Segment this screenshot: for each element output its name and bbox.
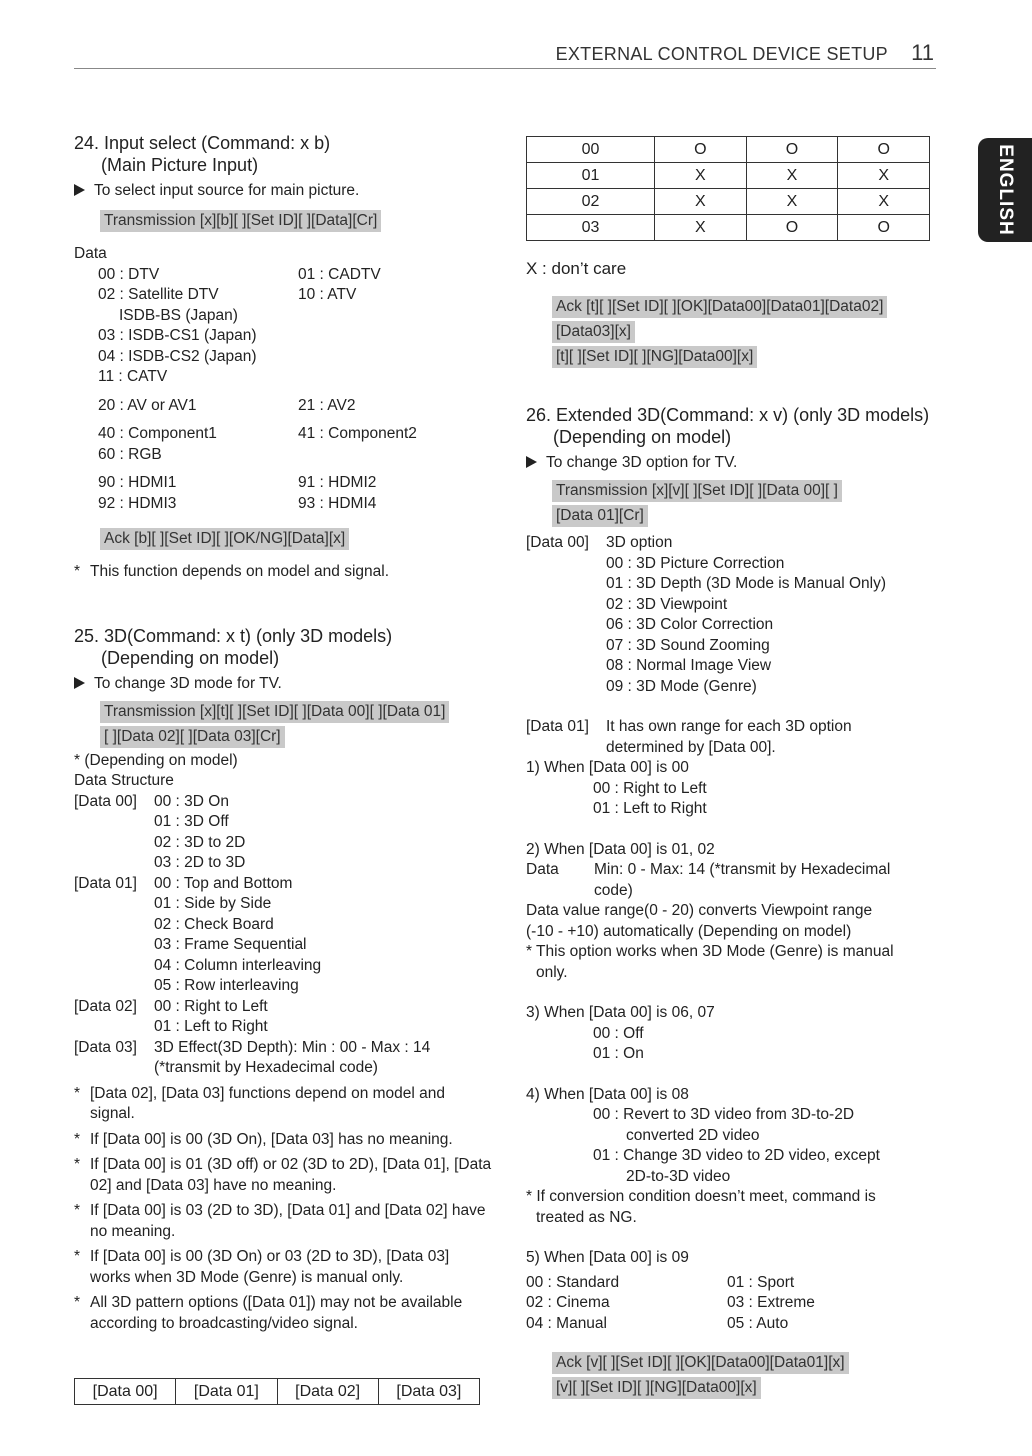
language-tab-label: ENGLISH <box>995 144 1016 236</box>
s25-transmission-2: [ ][Data 02][ ][Data 03][Cr] <box>100 726 285 748</box>
s25-transmission-1: Transmission [x][t][ ][Set ID][ ][Data 00][ ][Data 01] <box>100 701 449 723</box>
s24-ack: Ack [b][ ][Set ID][ ][OK/NG][Data][x] <box>100 528 349 550</box>
s25-data00: [Data 00] 00 : 3D On 01 : 3D Off 02 : 3D to 2D 03 : 2D to 3D <box>74 792 246 871</box>
s24-desc: To select input source for main picture. <box>94 182 360 199</box>
s25-desc: To change 3D mode for TV. <box>94 674 282 692</box>
s26-when1: 1) When [Data 00] is 00 00 : Right to Left 01 : Left to Right <box>526 759 707 817</box>
bullet-arrow-icon <box>526 456 537 468</box>
s24-subtitle: (Main Picture Input) <box>101 155 259 175</box>
s25-data02: [Data 02] 00 : Right to Left 01 : Left to Right <box>74 997 268 1035</box>
s26-subtitle: (Depending on model) <box>553 427 732 447</box>
s24-note: * This function depends on model and signal. <box>74 563 390 580</box>
s24-data-list: 00 : DTV 01 : CADTV 02 : Satellite DTV 10 : ATV ISDB-BS (Japan) 03 : ISDB-CS1 (Japan) 04 : ISDB-CS2 (Japan) 11 : CATV 20 : AV or AV1 21 : AV2 40 : Component1 41 : Component2 60 : RGB 90 : HDMI1 91 : HDMI2 92 : HDMI3 93 : HDMI4 <box>98 265 417 512</box>
s25-table-header: [Data 00] [Data 01] [Data 02] [Data 03] <box>74 1378 480 1405</box>
s26-data01: [Data 01] It has own range for each 3D option determined by [Data 00]. <box>526 718 852 756</box>
s25-x-note: X : don’t care <box>526 259 627 278</box>
s26-data00: [Data 00] 3D option 00 : 3D Picture Correction 01 : 3D Depth (3D Mode is Manual Only) 02 : 3D Viewpoint 06 : 3D Color Correction 07 : 3D Sound Zooming 08 : Normal Image View 09 : 3D Mode (Genre) <box>526 534 886 695</box>
s25-table-body <box>526 136 930 241</box>
table-row: 00 O O O <box>527 137 930 163</box>
s26-transmission-2: [Data 01][Cr] <box>552 505 648 527</box>
s26-title: 26. Extended 3D(Command: x v) (only 3D models) <box>526 405 930 425</box>
s24-transmission: Transmission [x][b][ ][Set ID][ ][Data][Cr] <box>100 210 381 232</box>
s25-ack-1: Ack [t][ ][Set ID][ ][OK][Data00][Data01][Data02] <box>552 296 887 318</box>
s24-title: 24. Input select (Command: x b) <box>74 133 331 153</box>
s25-data01: [Data 01] 00 : Top and Bottom 01 : Side by Side 02 : Check Board 03 : Frame Sequential 04 : Column interleaving 05 : Row interleaving <box>74 874 322 994</box>
header-title: EXTERNAL CONTROL DEVICE SETUP <box>555 44 888 64</box>
s26-ack-2: [v][ ][Set ID][ ][NG][Data00][x] <box>552 1377 761 1399</box>
bullet-arrow-icon <box>74 184 85 196</box>
s26-transmission-1: Transmission [x][v][ ][Set ID][ ][Data 00][ ] <box>552 480 842 502</box>
s26-when5: 5) When [Data 00] is 09 00 : Standard 01 : Sport 02 : Cinema 03 : Extreme 04 : Manual 05 : Auto <box>526 1249 815 1332</box>
s25-ack-3: [t][ ][Set ID][ ][NG][Data00][x] <box>552 346 757 368</box>
s26-when2: 2) When [Data 00] is 01, 02 Data Min: 0 - Max: 14 (*transmit by Hexadecimal code) Data value range(0 - 20) converts Viewpoint range (-10 - +10) automatically (Depending on model) * This option works when 3D Mode (Genre) is manual only. <box>526 840 894 981</box>
table-row: 03 X O O <box>527 215 930 241</box>
bullet-arrow-icon <box>74 677 85 689</box>
s26-ack-1: Ack [v][ ][Set ID][ ][OK][Data00][Data01][x] <box>552 1352 849 1374</box>
s25-data03: [Data 03] 3D Effect(3D Depth): Min : 00 - Max : 14 (*transmit by Hexadecimal code) <box>74 1038 431 1076</box>
s25-data-structure: Data Structure <box>74 772 174 789</box>
s25-desc-row <box>74 673 494 695</box>
language-tab <box>978 138 1032 242</box>
s26-desc: To change 3D option for TV. <box>546 454 738 471</box>
s25-depending: * (Depending on model) <box>74 751 238 769</box>
s26-when4: 4) When [Data 00] is 08 00 : Revert to 3D video from 3D-to-2D converted 2D video 01 : Change 3D video to 2D video, except 2D-to-3D video * If conversion condition doesn’t meet, command is treated as NG. <box>526 1085 880 1226</box>
page-number: 11 <box>911 40 934 65</box>
table-row: 01 X X X <box>527 163 930 189</box>
s25-ack-2: [Data03][x] <box>552 321 635 343</box>
right-column <box>526 258 946 1403</box>
s24-data-label: Data <box>74 245 107 262</box>
s25-notes: * [Data 02], [Data 03] functions depend on model and signal. * If [Data 00] is 00 (3D On), [Data 03] has no meaning. * If [Data 00] is 01 (3D off) or 02 (3D to 2D), [Data 01], [Data 02] and [Data 03] have no meaning. * If [Data 00] is 03 (2D to 3D), [Data 01] and [Data 02] have no meaning. * If [Data 00] is 00 (3D On) or 03 (2D to 3D), [Data 03] works when 3D Mode (Genre) is manual only. * All 3D pattern options ([Data 01]) may not be available according to broadcasting/video signal. <box>74 1084 492 1332</box>
left-column <box>74 132 494 1334</box>
s24-desc-row <box>74 180 494 202</box>
table-row: 02 X X X <box>527 189 930 215</box>
s26-when3: 3) When [Data 00] is 06, 07 00 : Off 01 : On <box>526 1004 715 1062</box>
s25-title: 25. 3D(Command: x t) (only 3D models) <box>74 625 393 646</box>
page-header <box>74 40 936 69</box>
s26-desc-row <box>526 452 946 474</box>
s25-subtitle: (Depending on model) <box>101 647 280 668</box>
